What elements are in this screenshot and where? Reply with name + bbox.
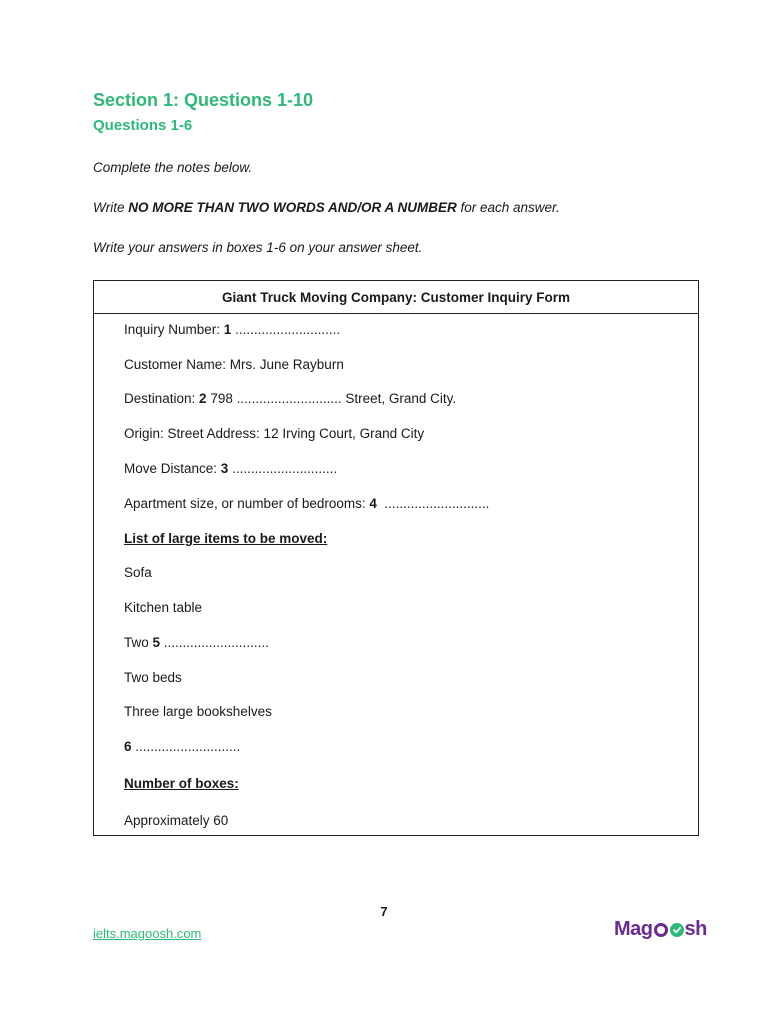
- form-row-destination: [124, 390, 456, 408]
- page-number: 7: [380, 904, 388, 919]
- field-label: Inquiry Number:: [124, 322, 224, 337]
- inquiry-form-table: [93, 280, 699, 836]
- item-kitchen-table: Kitchen table: [124, 600, 203, 615]
- form-row-move-distance: [124, 460, 337, 478]
- form-title: Giant Truck Moving Company: Customer Inquiry Form: [94, 281, 698, 314]
- logo-text: sh: [684, 917, 707, 940]
- form-row-inquiry-number: [124, 321, 340, 339]
- question-number: 3: [220, 461, 229, 476]
- instruction-emphasis: NO MORE THAN TWO WORDS AND/OR A NUMBER: [128, 200, 457, 215]
- footer-website-link[interactable]: ielts.magoosh.com: [93, 926, 202, 941]
- item-bookshelves: Three large bookshelves: [124, 704, 272, 719]
- magoosh-logo: [614, 915, 707, 943]
- form-row-apartment-size: [124, 495, 489, 513]
- question-number: 5: [152, 635, 161, 650]
- field-label: Move Distance:: [124, 461, 221, 476]
- item-question-6: [124, 738, 240, 756]
- instruction-word-limit: [93, 199, 560, 217]
- boxes-heading: Number of boxes:: [124, 776, 239, 791]
- answer-gap: ............................: [163, 635, 269, 650]
- form-row-origin: Origin: Street Address: 12 Irving Court, Grand City: [124, 426, 425, 441]
- logo-ring-icon: [654, 923, 668, 937]
- question-number: 1: [223, 322, 232, 337]
- field-label: Two: [124, 635, 153, 650]
- boxes-value: Approximately 60: [124, 813, 229, 828]
- logo-check-icon: [670, 923, 684, 937]
- field-text: Street, Grand City.: [341, 391, 457, 406]
- instruction-answer-boxes: Write your answers in boxes 1-6 on your answer sheet.: [93, 240, 423, 255]
- answer-gap: ............................: [135, 739, 241, 754]
- answer-gap: ............................: [384, 496, 490, 511]
- item-question-5: [124, 634, 269, 652]
- instruction-text: for each answer.: [456, 200, 560, 215]
- section-title: Section 1: Questions 1-10: [93, 90, 314, 110]
- item-two-beds: Two beds: [124, 670, 182, 685]
- subsection-title: Questions 1-6: [93, 117, 193, 134]
- large-items-heading: List of large items to be moved:: [124, 531, 328, 546]
- instruction-text: Write: [93, 200, 129, 215]
- question-number: 4: [369, 496, 377, 511]
- field-label: Destination:: [124, 391, 200, 406]
- logo-text: Mag: [614, 917, 653, 940]
- question-number: 2: [199, 391, 207, 406]
- question-number: 6: [124, 739, 132, 754]
- field-label: Apartment size, or number of bedrooms:: [124, 496, 370, 511]
- instruction-complete-notes: Complete the notes below.: [93, 160, 253, 175]
- field-text: 798: [206, 391, 237, 406]
- item-sofa: Sofa: [124, 565, 152, 580]
- form-row-customer-name: Customer Name: Mrs. June Rayburn: [124, 357, 344, 372]
- answer-gap: ............................: [235, 322, 341, 337]
- answer-gap: ............................: [236, 391, 342, 406]
- answer-gap: ............................: [232, 461, 338, 476]
